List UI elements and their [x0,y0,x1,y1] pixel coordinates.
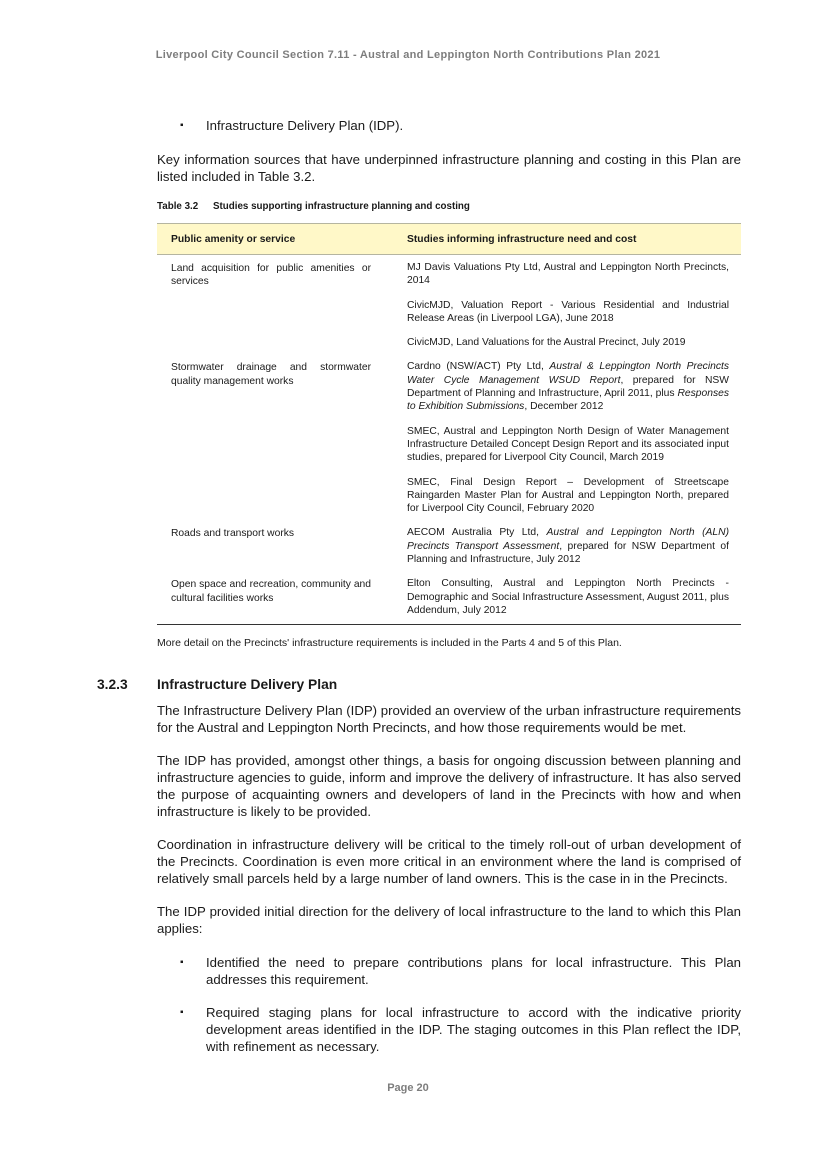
body-paragraph: The IDP provided initial direction for the delivery of local infrastructure to the land to which this Plan applies: [157,904,741,936]
category-cell: Stormwater drainage and stormwater quality management works [171,362,371,387]
table-header-cell: Public amenity or service [157,224,385,255]
study-reference [407,520,741,571]
studies-cell [385,571,741,624]
bullet-icon: ▪ [180,1007,184,1018]
table-caption-title: Studies supporting infrastructure planning and costing [213,201,470,212]
study-reference: CivicMJD, Valuation Report - Various Residential and Industrial Release Areas (in Liverpool LGA), June 2018 [407,299,729,324]
table-note: More detail on the Precincts' infrastructure requirements is included in the Parts 4 and 5 of this Plan. [157,637,622,650]
bullet-text: Infrastructure Delivery Plan (IDP). [206,118,404,133]
study-text: , prepared for NSW Department of Planning and Infrastructure, April 2011, plus [407,374,730,400]
bullet-item [157,954,741,988]
study-text: AECOM Australia Pty Ltd, [407,527,547,539]
body-paragraph: The Infrastructure Delivery Plan (IDP) provided an overview of the urban infrastructure requirements for the Austral and Leppington North Precincts, and how those requirements would be met. [157,703,741,735]
upper-content [157,118,741,649]
table-row [157,571,741,624]
study-text: Cardno (NSW/ACT) Pty Ltd, [407,361,550,373]
running-header: Liverpool City Council Section 7.11 - Austral and Leppington North Contributions Plan 2021 [155,49,661,61]
study-title-italic: Austral & Leppington North Precincts Water Cycle Management WSUD Report [407,361,730,386]
intro-paragraph: Key information sources that have underpinned infrastructure planning and costing in this Plan are listed included in Table 3.2. [157,152,741,184]
body-paragraph: Coordination in infrastructure delivery will be critical to the timely roll-out of urban development of the Precincts. Coordination is even more critical in an environment where the land is comprised of relatively small parcels held by a large number of land owners. This is the case in in the Precincts. [157,837,741,886]
studies-cell [385,255,741,355]
page-number: Page 20 [387,1082,429,1094]
bullet-icon: ▪ [180,120,184,131]
study-text: , prepared for NSW Department of Planning and Infrastructure, July 2012 [407,540,730,566]
table-row [157,354,741,520]
study-title-italic: Responses to Exhibition Submissions [407,388,729,413]
section-heading [97,677,741,692]
table-row [157,255,741,355]
category-cell: Roads and transport works [171,528,295,540]
study-title-italic: Austral and Leppington North (ALN) Precincts Transport Assessment [407,527,730,552]
table-header-row [157,224,741,255]
category-cell: Open space and recreation, community and cultural facilities works [157,571,385,624]
bullet-item [157,1004,741,1055]
studies-table [157,223,741,625]
study-reference: SMEC, Final Design Report – Development of Streetscape Raingarden Master Plan for Austral and Leppington North, prepared for Liverpool City Council, February 2020 [407,476,729,515]
section-3-2-3 [97,677,741,1055]
study-reference: CivicMJD, Land Valuations for the Austral Precinct, July 2019 [407,337,686,349]
study-reference [407,354,741,418]
table-caption-number: Table 3.2 [157,201,199,212]
study-text: , December 2012 [524,401,604,413]
section-title: Infrastructure Delivery Plan [157,677,338,692]
bullet-item [157,118,741,134]
bullet-icon: ▪ [180,957,184,968]
study-reference: SMEC, Austral and Leppington North Design of Water Management Infrastructure Detailed Concept Design Report and its associated input studies, prepared for Liverpool City Council, March 2019 [407,425,729,464]
study-reference: Elton Consulting, Austral and Leppington North Precincts - Demographic and Social Infrastructure Assessment, August 2011, plus Addendum, July 2012 [407,578,729,616]
section-number: 3.2.3 [97,677,128,692]
body-paragraph: The IDP has provided, amongst other things, a basis for ongoing discussion between planning and infrastructure agencies to guide, inform and improve the delivery of infrastructure. It has also served the purpose of acquainting owners and developers of land in the Precincts with how and when infrastructure is likely to be provided. [157,753,741,819]
study-reference: MJ Davis Valuations Pty Ltd, Austral and Leppington North Precincts, 2014 [407,262,729,287]
studies-cell [385,520,741,571]
section-body [97,702,741,1055]
studies-cell [385,354,741,520]
bullet-text: Identified the need to prepare contributions plans for local infrastructure. This Plan addresses this requirement. [206,955,741,987]
bullet-text: Required staging plans for local infrastructure to accord with the indicative priority development areas identified in the IDP. The staging outcomes in this Plan reflect the IDP, with refinement as necessary. [206,1005,741,1054]
table-header-cell: Studies informing infrastructure need and cost [385,224,741,255]
table-row [157,520,741,571]
table-caption [157,201,741,212]
category-cell: Land acquisition for public amenities or services [171,263,371,288]
